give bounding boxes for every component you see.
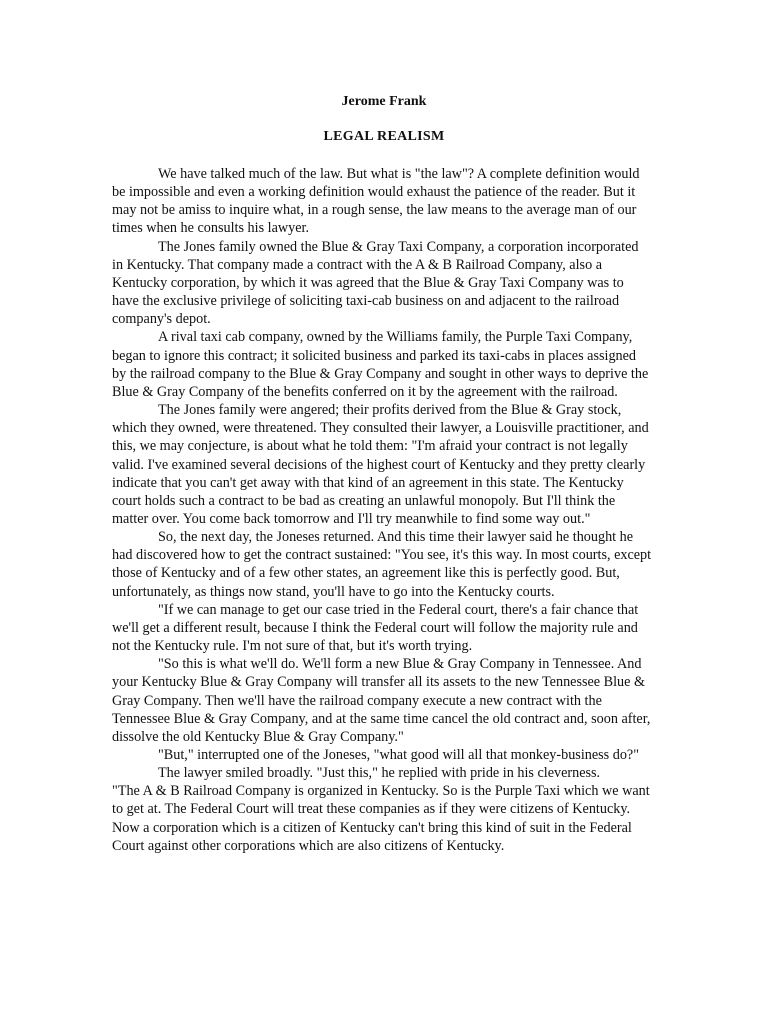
paragraph-tennessee-plan: "So this is what we'll do. We'll form a new Blue & Gray Company in Tennessee. And your Kentucky Blue & Gray Company will transfer all its assets to the new Tennessee Blue & Gray Company. Then we'll have the railroad company execute a new contract with the Tennessee Blue & Gray Company, and at the same time cancel the old contract and, soon after, dissolve the old Kentucky Blue & Gray Company." <box>112 656 651 745</box>
author-heading: Jerome Frank <box>341 94 427 109</box>
paragraph-jones-family: The Jones family owned the Blue & Gray Taxi Company, a corporation incorporated in Kentucky. That company made a contract with the A & B Railroad Company, also a Kentucky corporation, by which it was agreed that the Blue & Gray Taxi Company was to have the exclusive privilege of soliciting taxi-cab business on and adjacent to the railroad company's depot. <box>112 238 639 328</box>
document-title: LEGAL REALISM <box>323 129 445 144</box>
paragraph-intro: We have talked much of the law. But what is "the law"? A complete definition would be impossible and even a working definition would exhaust the patience of the reader. But it may not be amiss to inquire what, in a rough sense, the law means to the average man of our times when he consults his lawyer. <box>112 166 640 237</box>
paragraph-federal-court: "If we can manage to get our case tried in the Federal court, there's a fair chance that we'll get a different result, because I think the Federal court will follow the majority rule and not the Kentucky rule. I'm not sure of that, but it's worth trying. <box>112 601 639 655</box>
paragraph-lawyer-consult: The Jones family were angered; their profits derived from the Blue & Gray stock, which they owned, were threatened. They consulted their lawyer, a Louisville practitioner, and this, we may conjecture, is about what he told them: "I'm afraid your contract is not legally valid. I've examined several decisions of the highest court of Kentucky and they pretty clearly indicate that you can't get away with that kind of an agreement in this state. The Kentucky court holds such a contract to be bad as creating an unlawful monopoly. But I'll think the matter over. You come back tomorrow and I'll try meanwhile to find some way out." <box>112 402 649 527</box>
paragraph-explanation: "The A & B Railroad Company is organized in Kentucky. So is the Purple Taxi which we want to get at. The Federal Court will treat these companies as if they were citizens of Kentucky. Now a corporation which is a citizen of Kentucky can't bring this kind of suit in the Federal Court against other corporations which are also citizens of Kentucky. <box>112 783 650 854</box>
paragraph-interruption: "But," interrupted one of the Joneses, "what good will all that monkey-business do?" <box>158 747 640 763</box>
paragraph-rival-company: A rival taxi cab company, owned by the Williams family, the Purple Taxi Company, began to ignore this contract; it solicited business and parked its taxi-cabs in places assigned by the railroad company to the Blue & Gray Company and sought in other ways to deprive the Blue & Gray Company of the benefits conferred on it by the agreement with the railroad. <box>112 329 649 400</box>
paragraph-next-day: So, the next day, the Joneses returned. And this time their lawyer said he thought he had discovered how to get the contract sustained: "You see, it's this way. In most courts, except those of Kentucky and of a few other states, an agreement like this is perfectly good. But, unfortunately, as things now stand, you'll have to go into the Kentucky courts. <box>112 529 652 600</box>
document-body <box>112 165 652 855</box>
paragraph-lawyer-reply: The lawyer smiled broadly. "Just this," he replied with pride in his cleverness. <box>158 765 601 782</box>
